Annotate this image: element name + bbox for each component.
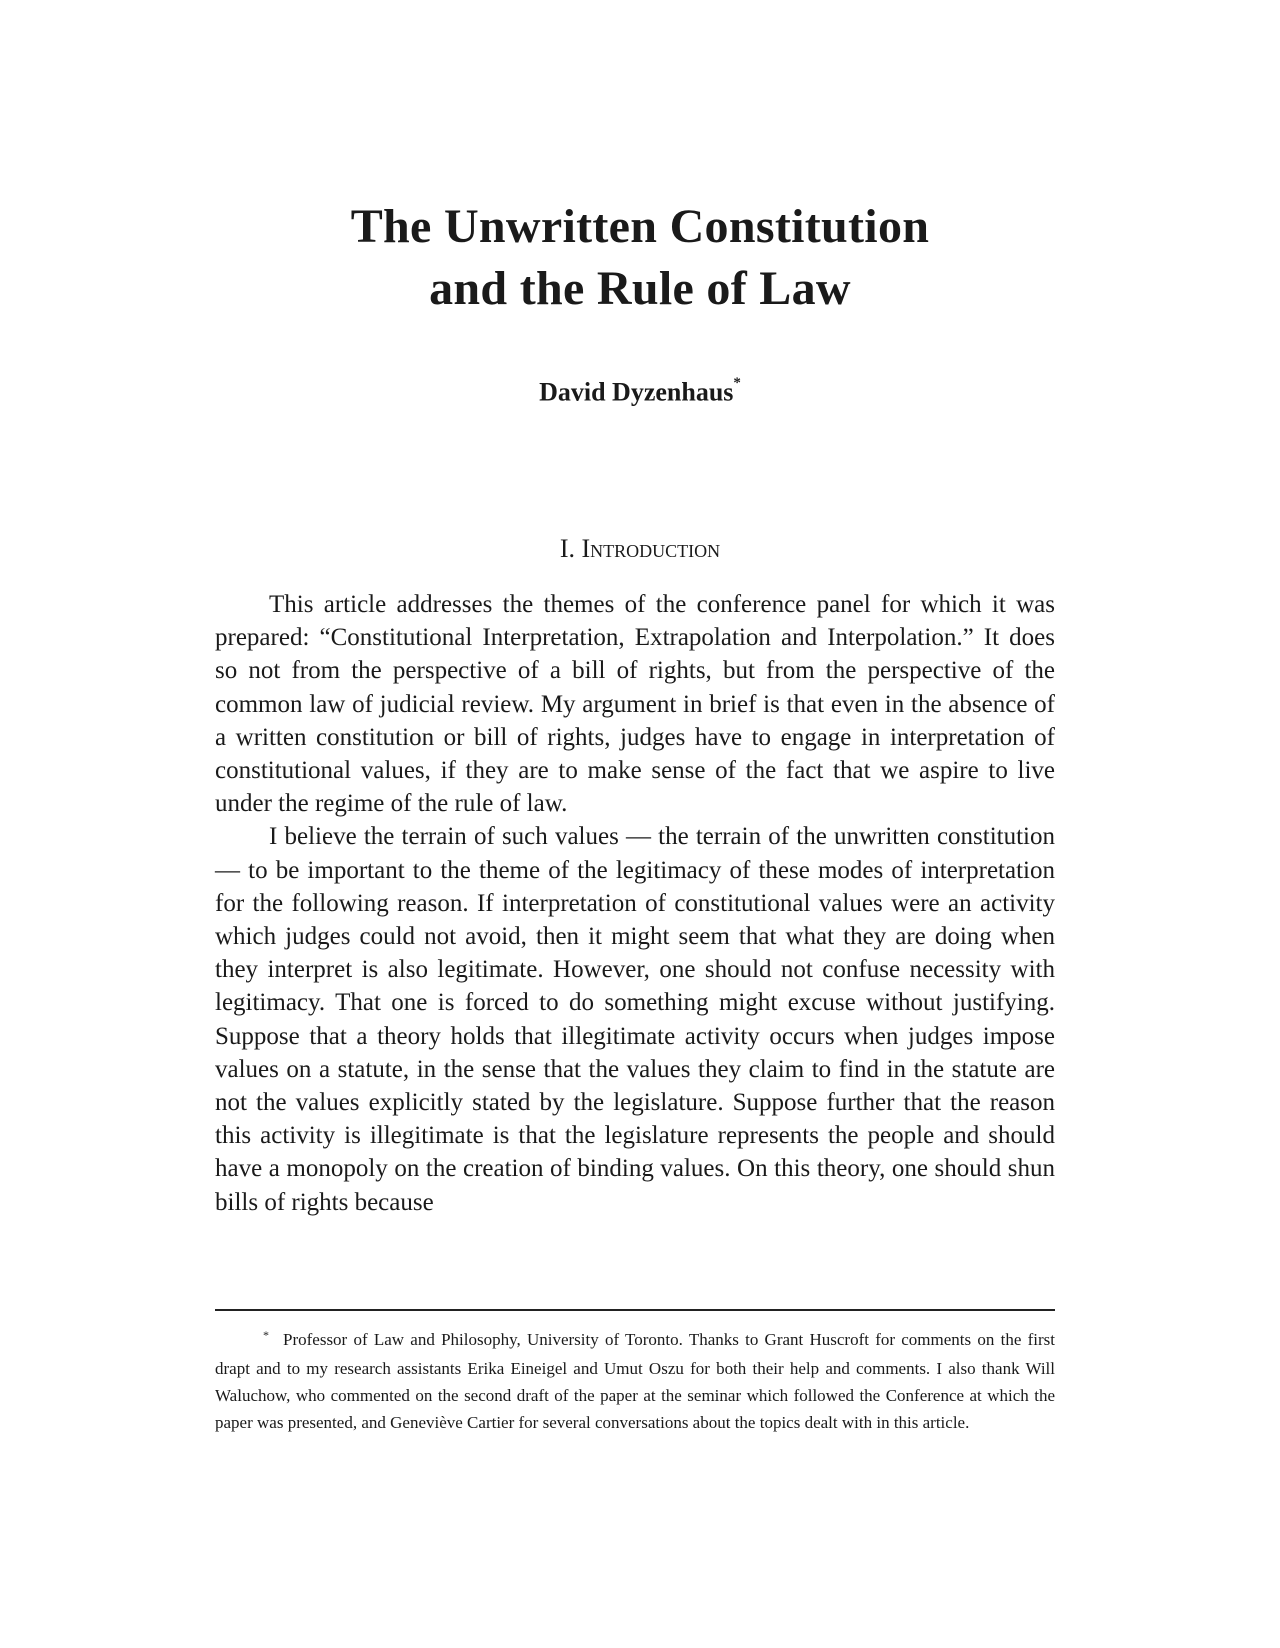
- footnote-mark: *: [263, 1328, 269, 1342]
- section-number: I.: [559, 534, 575, 563]
- title-line-2: and the Rule of Law: [429, 262, 851, 315]
- footnote-divider: [215, 1309, 1055, 1311]
- body-text: [215, 588, 1055, 1219]
- author-footnote-mark[interactable]: *: [733, 375, 741, 391]
- paragraph: I believe the terrain of such values — the terrain of the unwritten constitution — to be important to the theme of the legitimacy of these modes of interpretation for the following reason. If interpretation of constitutional values were an activity which judges could not avoid, then it might seem that what they are doing when they interpret is also legitimate. However, one should not confuse necessity with legitimacy. That one is forced to do something might excuse without justifying. Suppose that a theory holds that illegitimate activity occurs when judges impose values on a statute, in the sense that the values they claim to find in the statute are not the values explicitly stated by the legislature. Suppose further that the reason this activity is illegitimate is that the legislature represents the people and should have a monopoly on the creation of binding values. On this theory, one should shun bills of rights because: [215, 823, 1055, 1216]
- section-heading: [0, 534, 1280, 564]
- title-line-1: The Unwritten Constitution: [350, 200, 930, 253]
- article-title: [0, 196, 1280, 320]
- footnote: [215, 1326, 1055, 1436]
- paragraph: This article addresses the themes of the conference panel for which it was prepared: “Constitutional Interpretation, Extrapolation and Interpolation.” It does so not from the perspective of a bill of rights, but from the perspective of the common law of judicial review. My argument in brief is that even in the absence of a written constitution or bill of rights, judges have to engage in interpretation of constitutional values, if they are to make sense of the fact that we aspire to live under the regime of the rule of law.: [215, 591, 1055, 818]
- footnote-text: Professor of Law and Philosophy, University of Toronto. Thanks to Grant Huscroft for comments on the first drapt and to my research assistants Erika Eineigel and Umut Oszu for both their help and comments. I also thank Will Waluchow, who commented on the second draft of the paper at the seminar which followed the Conference at which the paper was presented, and Geneviève Cartier for several conversations about the topics dealt with in this article.: [215, 1330, 1055, 1432]
- section-title: Introduction: [581, 534, 721, 563]
- author-name: [0, 372, 1280, 408]
- author-text: David Dyzenhaus: [539, 377, 734, 407]
